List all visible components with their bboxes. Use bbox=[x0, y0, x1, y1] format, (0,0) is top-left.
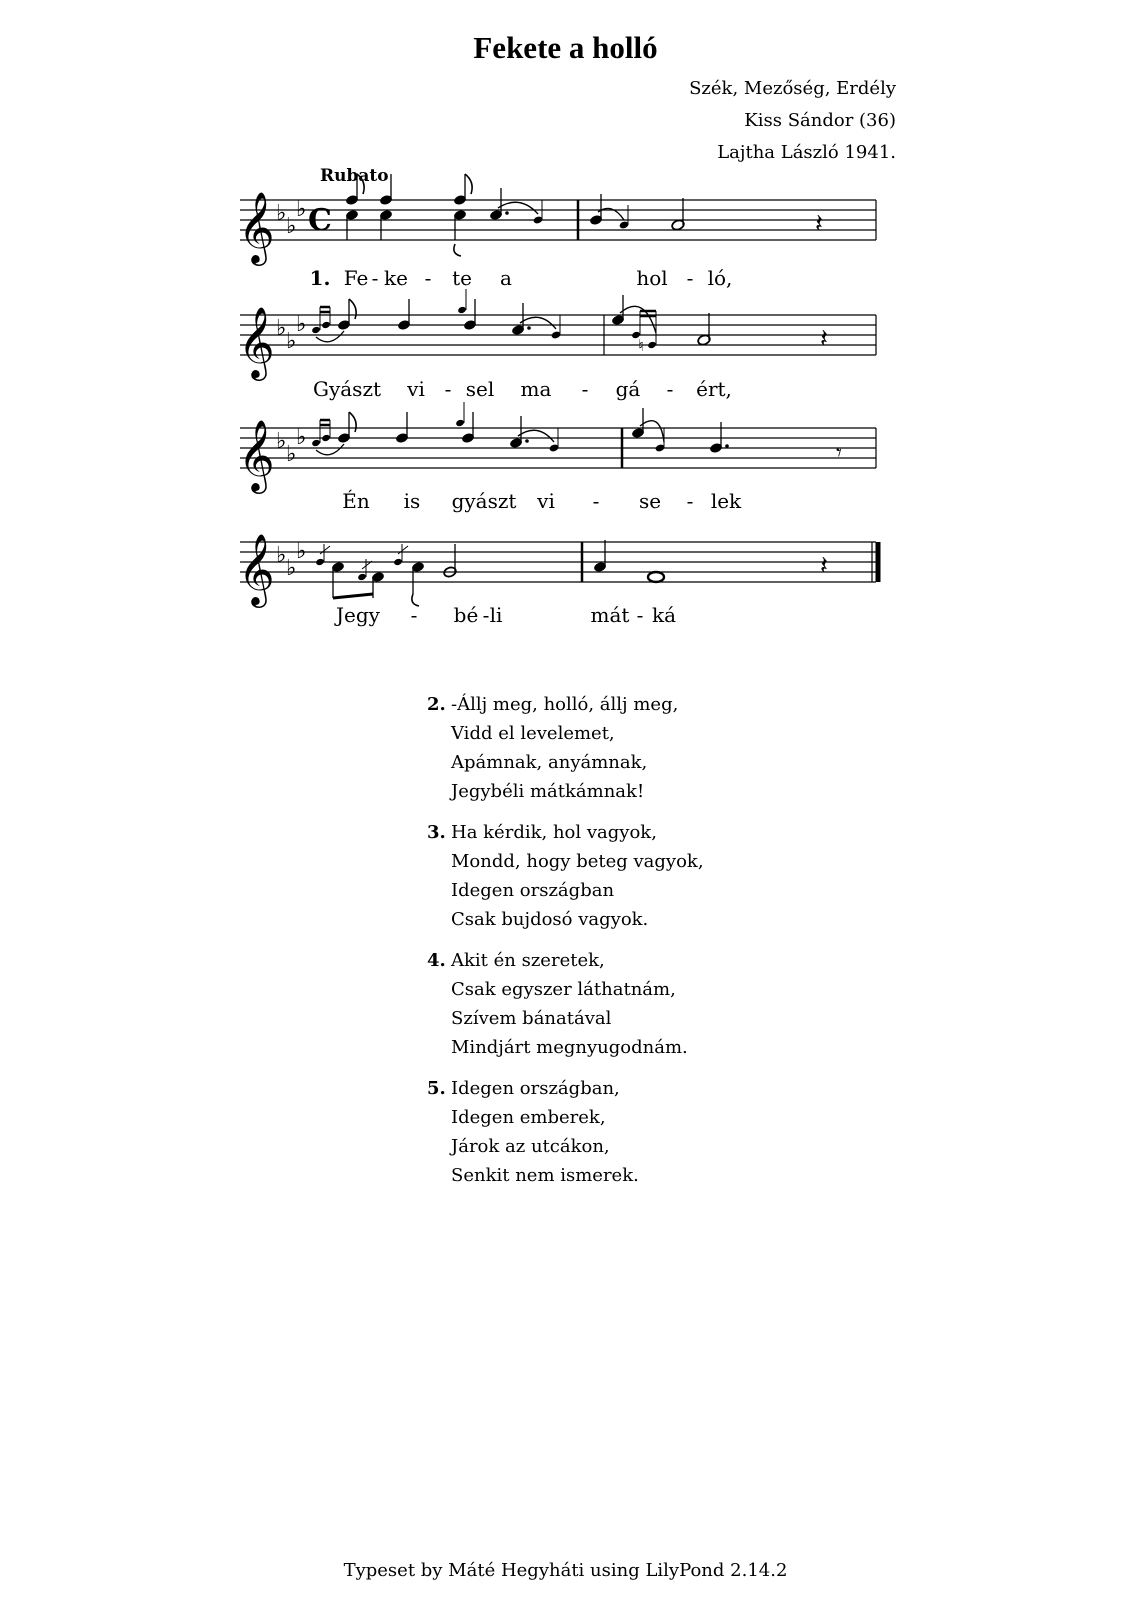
flat-icon: ♭ bbox=[296, 539, 307, 564]
notes-system-4 bbox=[315, 540, 664, 606]
verse-line: Idegen országban bbox=[451, 880, 615, 901]
flat-icon: ♭ bbox=[286, 214, 297, 239]
verse-line: Ha kérdik, hol vagyok, bbox=[451, 822, 657, 843]
common-time-icon: C bbox=[308, 203, 332, 238]
flat-icon: ♭ bbox=[296, 197, 307, 222]
flat-icon: ♭ bbox=[296, 312, 307, 337]
verse-number: 5. bbox=[427, 1078, 446, 1099]
flat-icon: ♭ bbox=[286, 556, 297, 581]
verse-line: Szívem bánatával bbox=[451, 1008, 612, 1029]
verse-line: Jegybéli mátkámnak! bbox=[451, 781, 645, 802]
flat-icon: ♭ bbox=[276, 429, 287, 454]
verse-line: Mindjárt megnyugodnám. bbox=[451, 1037, 688, 1058]
quarter-rest-icon: 𝄽 bbox=[820, 551, 828, 581]
lyric-syllable: hol bbox=[636, 266, 668, 290]
lyric-syllable: is bbox=[403, 489, 421, 513]
flat-icon: ♭ bbox=[276, 201, 287, 226]
lyrics-line-2: Gyászt vi - sel ma - gá - ért, bbox=[312, 377, 732, 401]
page-title: Fekete a holló bbox=[473, 30, 658, 65]
lyrics-line-4: Jegy - bé - li mát - ká bbox=[336, 603, 677, 627]
verse-line: Idegen emberek, bbox=[451, 1107, 606, 1128]
verse-line: Senkit nem ismerek. bbox=[451, 1165, 639, 1186]
quarter-rest-icon: 𝄽 bbox=[815, 209, 823, 239]
lyric-syllable: bé bbox=[453, 603, 479, 627]
lyric-syllable: Gyászt bbox=[312, 377, 382, 401]
typeset-footer: Typeset by Máté Hegyháti using LilyPond 2.14.2 bbox=[343, 1560, 788, 1581]
lyric-syllable: a bbox=[500, 266, 512, 290]
eighth-rest-icon: 𝄾 bbox=[836, 441, 842, 466]
lyric-syllable: ért, bbox=[696, 377, 732, 401]
additional-verses bbox=[427, 690, 704, 1202]
verse-2 bbox=[427, 690, 704, 806]
flat-icon: ♭ bbox=[286, 329, 297, 354]
treble-clef-icon: 𝄞 bbox=[238, 418, 275, 491]
verse-line: Akit én szeretek, bbox=[451, 950, 605, 971]
lyric-syllable: te bbox=[452, 266, 472, 290]
flat-icon: ♭ bbox=[276, 543, 287, 568]
flat-icon: ♭ bbox=[286, 442, 297, 467]
verse-line: Csak bujdosó vagyok. bbox=[451, 909, 649, 930]
lyric-syllable: gyászt bbox=[451, 489, 517, 513]
lyric-syllable: se bbox=[638, 489, 662, 513]
verse-line: Csak egyszer láthatnám, bbox=[451, 979, 676, 1000]
lyric-syllable: ká bbox=[651, 603, 677, 627]
quarter-rest-icon: 𝄽 bbox=[820, 324, 828, 354]
flat-icon: ♭ bbox=[276, 316, 287, 341]
song-origin: Szék, Mezőség, Erdély bbox=[689, 78, 896, 99]
lyric-syllable: ke bbox=[384, 266, 408, 290]
lyric-syllable: sel bbox=[465, 377, 495, 401]
verse-line: Mondd, hogy beteg vagyok, bbox=[451, 851, 704, 872]
treble-clef-icon: 𝄞 bbox=[238, 532, 275, 605]
verse-line: Járok az utcákon, bbox=[451, 1136, 610, 1157]
treble-clef-icon: 𝄞 bbox=[238, 305, 275, 378]
tempo-marking: Rubato bbox=[320, 166, 389, 186]
lyric-syllable: ló, bbox=[707, 266, 733, 290]
lyric-syllable: vi bbox=[407, 377, 425, 401]
verse-number: 4. bbox=[427, 950, 446, 971]
verse-3 bbox=[427, 818, 704, 934]
verse-4 bbox=[427, 946, 704, 1062]
verse-line: -Állj meg, holló, állj meg, bbox=[451, 694, 679, 715]
lyric-syllable: Fe bbox=[343, 266, 369, 290]
lyric-syllable: ma bbox=[520, 377, 552, 401]
notes-system-1 bbox=[345, 174, 685, 256]
music-staff-system-1 bbox=[240, 180, 900, 280]
flat-icon: ♭ bbox=[296, 425, 307, 450]
verse-5 bbox=[427, 1074, 704, 1190]
verse-line: Vidd el levelemet, bbox=[451, 723, 615, 744]
lyrics-line-1: 1. Fe - ke - te a hol - ló, bbox=[309, 266, 733, 290]
lyrics-line-3: Én is gyászt vi - se - lek bbox=[342, 489, 742, 513]
verse-number: 1. bbox=[309, 266, 331, 290]
lyric-syllable: lek bbox=[710, 489, 742, 513]
treble-clef-icon: 𝄞 bbox=[238, 190, 275, 263]
lyric-syllable: gá bbox=[615, 377, 641, 401]
verse-number: 2. bbox=[427, 694, 446, 715]
natural-icon: ♮ bbox=[638, 336, 644, 355]
lyric-syllable: li bbox=[489, 603, 503, 627]
lyric-syllable: mát bbox=[590, 603, 630, 627]
verse-line: Apámnak, anyámnak, bbox=[451, 752, 648, 773]
lyric-syllable: Én bbox=[342, 489, 370, 513]
verse-line: Idegen országban, bbox=[451, 1078, 620, 1099]
lyric-syllable: Jegy bbox=[336, 603, 380, 627]
lyric-syllable: vi bbox=[537, 489, 555, 513]
verse-number: 3. bbox=[427, 822, 446, 843]
collector-credit: Lajtha László 1941. bbox=[717, 142, 896, 163]
performer-credit: Kiss Sándor (36) bbox=[744, 110, 896, 131]
